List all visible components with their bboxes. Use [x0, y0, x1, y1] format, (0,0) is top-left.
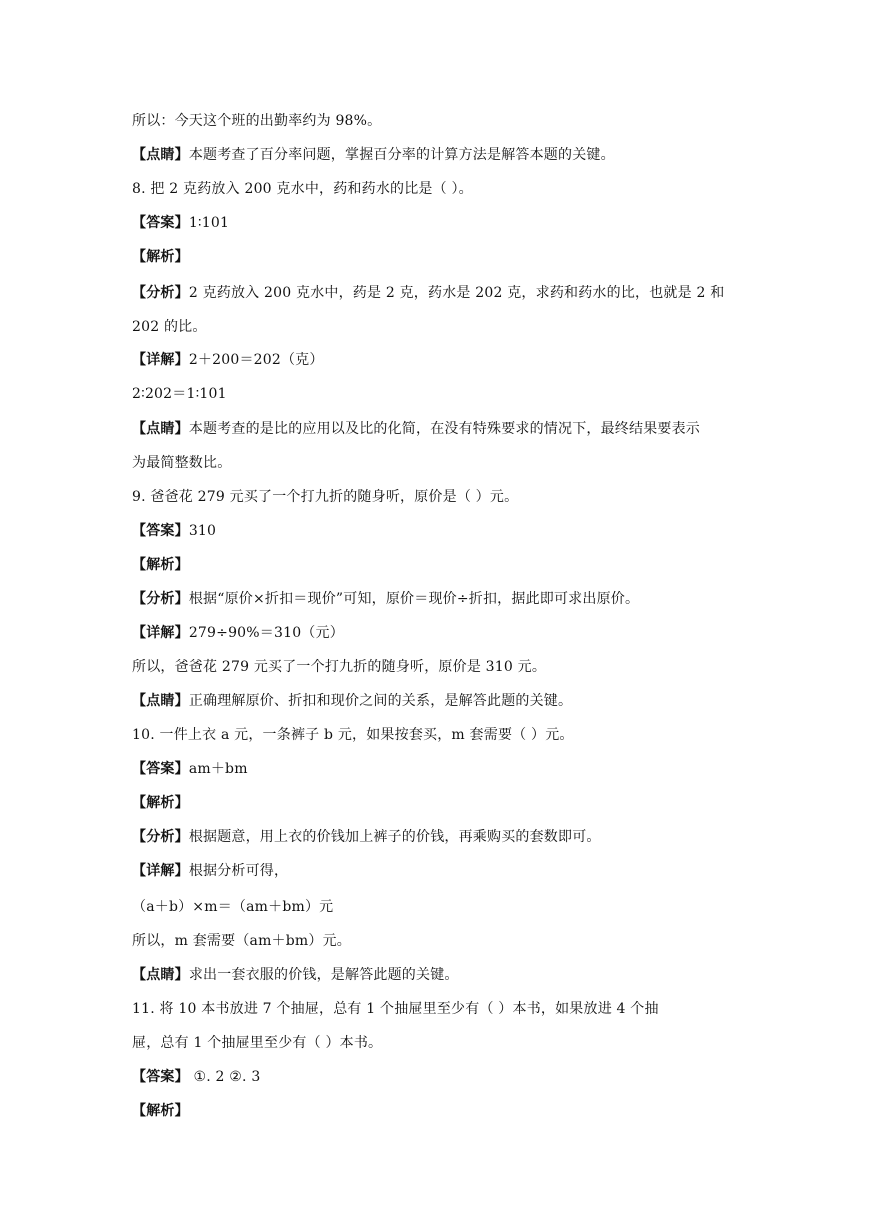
text-line [132, 793, 752, 813]
text-line [132, 350, 752, 370]
section-tag: 【解析】 [132, 795, 189, 811]
section-tag: 【答案】 [132, 215, 189, 231]
text-line [132, 965, 752, 985]
question-line [132, 725, 752, 745]
text-line [132, 589, 752, 609]
question-line [132, 487, 752, 507]
text-line [132, 931, 752, 951]
line-text: 所以，爸爸花 279 元买了一个打九折的随身听，原价是 310 元。 [132, 659, 547, 675]
line-text: 8. 把 2 克药放入 200 克水中，药和药水的比是（ ）。 [132, 181, 473, 197]
section-tag: 【点睛】 [132, 147, 189, 163]
line-text: 正确理解原价、折扣和现价之间的关系，是解答此题的关键。 [188, 693, 573, 709]
line-text: 10. 一件上衣 a 元，一条裤子 b 元，如果按套买，m 套需要（ ）元。 [132, 727, 574, 743]
text-line [132, 111, 752, 131]
text-line [132, 555, 752, 575]
text-line [132, 861, 752, 881]
text-line [132, 213, 752, 233]
text-line [132, 419, 752, 439]
line-text: 所以：今天这个班的出勤率约为 98%。 [132, 113, 382, 129]
line-text: 为最简整数比。 [132, 455, 232, 471]
section-tag: 【详解】 [132, 863, 189, 879]
text-line [132, 247, 752, 267]
section-tag: 【点睛】 [132, 693, 189, 709]
question-line [132, 999, 752, 1019]
line-text: 根据题意，用上衣的价钱加上裤子的价钱，再乘购买的套数即可。 [188, 829, 601, 845]
line-text: 屉，总有 1 个抽屉里至少有（ ）本书。 [132, 1035, 383, 1051]
section-tag: 【答案】 [132, 761, 189, 777]
section-tag: 【解析】 [132, 557, 189, 573]
text-line [132, 145, 752, 165]
line-text: 所以，m 套需要（am＋bm）元。 [132, 933, 351, 949]
line-text: 根据分析可得， [188, 863, 289, 879]
section-tag: 【详解】 [132, 352, 189, 368]
question-line [132, 179, 752, 199]
line-text: 2∶202＝1∶101 [132, 386, 227, 402]
line-text: 本题考查了百分率问题，掌握百分率的计算方法是解答本题的关键。 [188, 147, 615, 163]
text-line [132, 897, 752, 917]
line-text: ①. 2 ②. 3 [188, 1069, 261, 1085]
line-text: （a＋b）×m＝（am＋bm）元 [132, 899, 334, 915]
section-tag: 【解析】 [132, 1103, 189, 1119]
section-tag: 【答案】 [132, 523, 189, 539]
line-text: am＋bm [188, 761, 248, 777]
line-text: 2 克药放入 200 克水中，药是 2 克，药水是 202 克，求药和药水的比，也就是 2 和 [188, 285, 725, 301]
line-text: 求出一套衣服的价钱，是解答此题的关键。 [188, 967, 459, 983]
line-text: 本题考查的是比的应用以及比的化简，在没有特殊要求的情况下，最终结果要表示 [188, 421, 701, 437]
line-text: 9. 爸爸花 279 元买了一个打九折的随身听，原价是（ ）元。 [132, 489, 519, 505]
text-line [132, 827, 752, 847]
line-text: 202 的比。 [132, 319, 207, 335]
section-tag: 【解析】 [132, 249, 189, 265]
line-text: 279÷90%＝310（元） [188, 625, 344, 641]
section-tag: 【分析】 [132, 285, 189, 301]
text-line [132, 623, 752, 643]
section-tag: 【详解】 [132, 625, 189, 641]
line-text: 2＋200＝202（克） [188, 352, 324, 368]
line-text: 11. 将 10 本书放进 7 个抽屉，总有 1 个抽屉里至少有（ ）本书，如果放进 4 个抽 [132, 1001, 659, 1017]
text-line [132, 521, 752, 541]
text-line [132, 657, 752, 677]
text-line [132, 1033, 752, 1053]
line-text: 根据“原价×折扣＝现价”可知，原价＝现价÷折扣，据此即可求出原价。 [188, 591, 640, 607]
text-line [132, 1067, 752, 1087]
section-tag: 【点睛】 [132, 421, 189, 437]
line-text: 310 [188, 523, 217, 539]
text-line [132, 384, 752, 404]
section-tag: 【分析】 [132, 829, 189, 845]
section-tag: 【点睛】 [132, 967, 189, 983]
text-line [132, 317, 752, 337]
text-line [132, 691, 752, 711]
line-text: 1∶101 [188, 215, 230, 231]
text-line [132, 759, 752, 779]
section-tag: 【分析】 [132, 591, 189, 607]
text-line [132, 283, 752, 303]
text-line [132, 453, 752, 473]
text-line [132, 1101, 752, 1121]
section-tag: 【答案】 [132, 1069, 189, 1085]
